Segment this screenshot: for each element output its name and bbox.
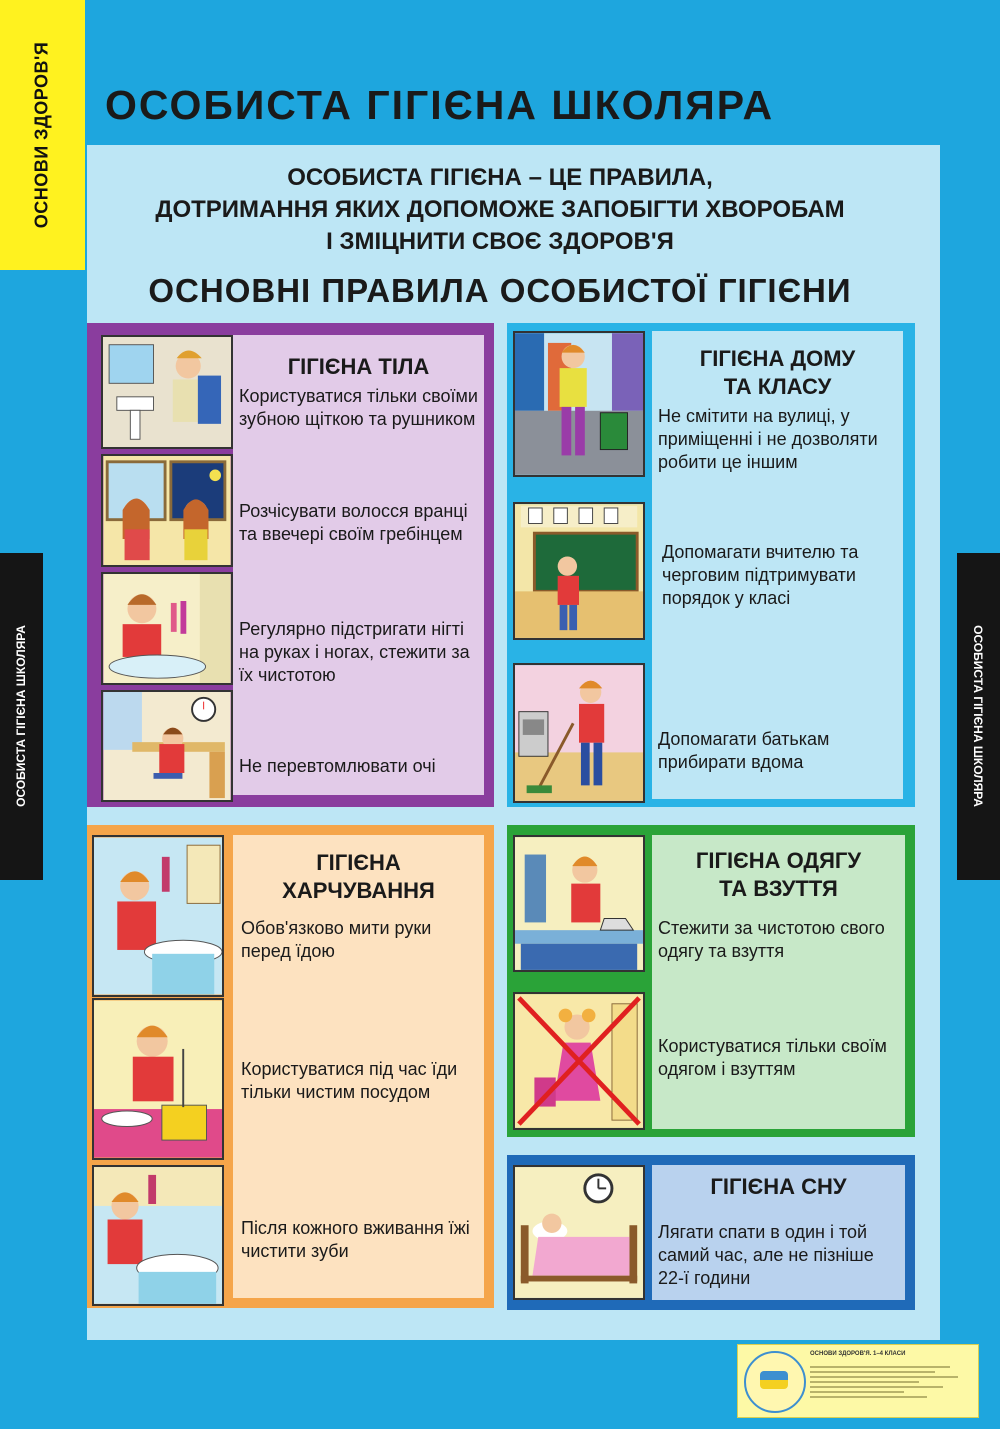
home-text-column [652,331,903,799]
body-rule-4: Не перевтомлювати очі [239,756,436,776]
food-rule-2: Користуватися під час їди тільки чистим посудом [241,1059,458,1102]
body-section-title: ГІГІЄНА ТІЛА [287,354,430,379]
section-body-hygiene [87,323,494,807]
home-rule-3: Допомагати батькам прибирати вдома [658,729,830,772]
sleep-section-title: ГІГІЄНА СНУ [710,1174,847,1199]
section-sleep-hygiene [507,1155,915,1310]
clothes-section-title [652,847,905,903]
hand-washing-illustration [92,835,224,997]
rules-title: ОСНОВНІ ПРАВИЛА ОСОБИСТОЇ ГІГІЄНИ [148,272,852,309]
home-title-line-1: ГІГІЄНА ДОМУ [699,346,856,371]
publisher-info-box [737,1344,979,1418]
home-cleaning-illustration [513,663,645,803]
teeth-brushing-illustration [101,335,233,449]
own-clothes-illustration [513,992,645,1130]
home-title-line-2: ТА КЛАСУ [723,374,832,399]
section-home-hygiene [507,323,915,807]
clothes-rule-1: Стежити за чистотою свого одягу та взуття [658,918,885,961]
hair-combing-illustration [101,454,233,567]
food-rule-1: Обов'язково мити руки перед їдою [241,918,432,961]
publisher-logo [744,1351,806,1413]
body-rule-1: Користуватися тільки своїми зубною щіткою та рушником [239,386,478,429]
info-heading: ОСНОВИ ЗДОРОВ'Я. 1–4 КЛАСИ [810,1351,906,1357]
tired-student-illustration [101,690,233,802]
classroom-blackboard-illustration [513,502,645,640]
home-section-title [652,345,903,401]
litter-bin-illustration [513,331,645,477]
intro-line-1: ОСОБИСТА ГІГІЄНА – ЦЕ ПРАВИЛА, [287,164,713,191]
sleeping-child-illustration [513,1165,645,1300]
intro-line-3: І ЗМІЦНИТИ СВОЄ ЗДОРОВ'Я [326,228,674,255]
clothes-text-column [652,835,905,1129]
section-clothes-hygiene [507,825,915,1137]
sleep-rule-1: Лягати спати в один і той самий час, але не пізніше 22-ї години [658,1222,874,1288]
food-title-line-2: ХАРЧУВАННЯ [282,878,435,903]
nail-cutting-illustration [101,572,233,685]
home-rule-2: Допомагати вчителю та черговим підтримувати порядок у класі [662,542,859,608]
series-tab-label: ОСНОВИ ЗДОРОВ'Я [31,41,52,229]
food-text-column [233,835,484,1298]
clothes-title-line-2: ТА ВЗУТТЯ [719,876,838,901]
home-rule-1: Не смітити на вулиці, у приміщенні і не дозволяти робити це іншим [658,406,878,472]
food-section-title [233,849,484,905]
right-side-band-label: ОСОБИСТА ГІГІЄНА ШКОЛЯРА [971,625,985,807]
clean-dishes-illustration [92,998,224,1160]
intro-line-2: ДОТРИМАННЯ ЯКИХ ДОПОМОЖЕ ЗАПОБІГТИ ХВОРОБАМ [155,196,845,223]
food-title-line-1: ГІГІЄНА [316,850,401,875]
body-rule-2: Розчісувати волосся вранці та ввечері своїм гребінцем [239,501,468,544]
body-text-column [233,335,484,795]
teeth-after-meal-illustration [92,1165,224,1306]
sleep-text-column [652,1165,905,1300]
ironing-illustration [513,835,645,972]
section-food-hygiene [87,825,494,1308]
info-fine-print [810,1363,966,1401]
right-side-band [957,553,1000,880]
clothes-rule-2: Користуватися тільки своїм одягом і взуттям [658,1036,887,1079]
body-rule-3: Регулярно підстригати нігті на руках і ногах, стежити за їх чистотою [239,619,470,685]
clothes-title-line-1: ГІГІЄНА ОДЯГУ [695,848,862,873]
page-title: ОСОБИСТА ГІГІЄНА ШКОЛЯРА [105,82,775,128]
food-rule-3: Після кожного вживання їжі чистити зуби [241,1218,470,1261]
intro-text [0,162,1000,258]
left-side-band [0,553,43,880]
left-side-band-label: ОСОБИСТА ГІГІЄНА ШКОЛЯРА [14,625,28,807]
